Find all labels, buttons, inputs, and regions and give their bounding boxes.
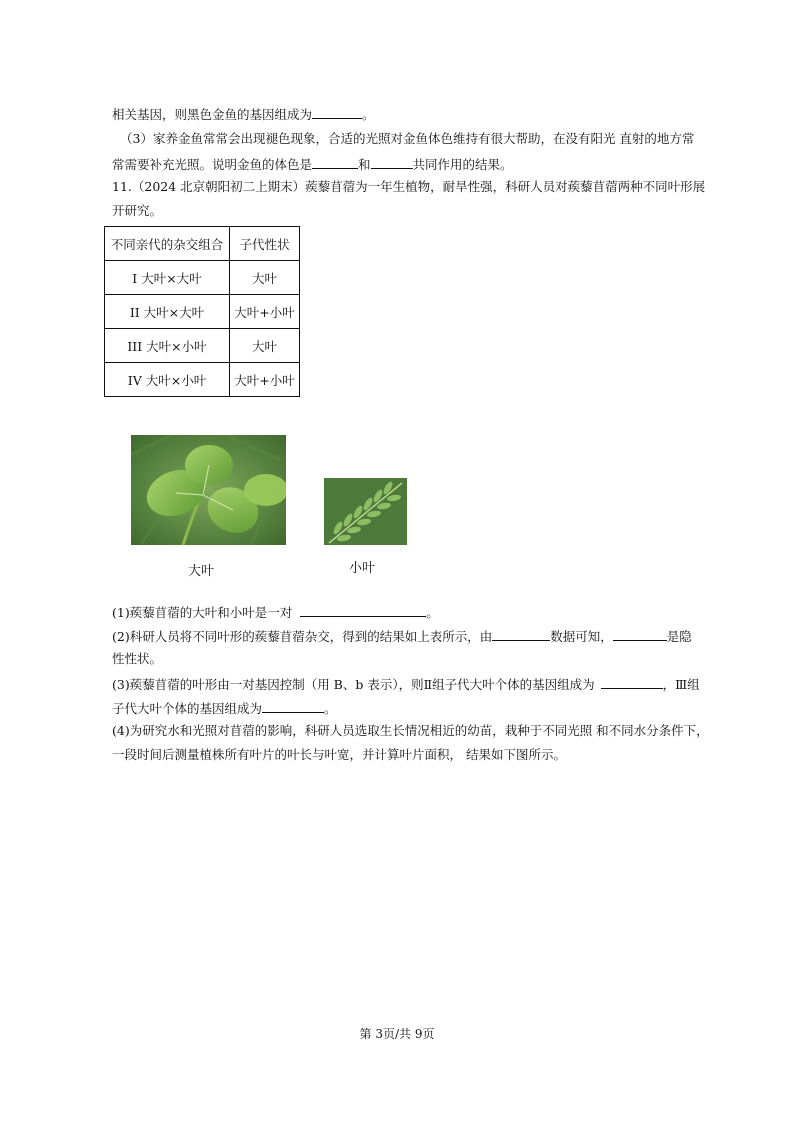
answer-blank[interactable] [601, 674, 663, 689]
table-row [105, 295, 300, 329]
text-segment: 是隐 [666, 629, 692, 644]
table-cell: I 大叶×大叶 [105, 261, 230, 295]
text-segment: 相关基因，则黑色金鱼的基因组成为 [112, 107, 313, 122]
answer-blank[interactable] [312, 154, 358, 169]
question-2 [112, 626, 692, 646]
text-segment: 共同作用的结果。 [412, 157, 513, 172]
answer-blank[interactable] [371, 154, 413, 169]
text-segment: 。 [426, 605, 439, 620]
answer-blank[interactable] [300, 602, 426, 617]
answer-blank[interactable] [312, 104, 362, 119]
text-segment: (2)科研人员将不同叶形的蒺藜苜蓿杂交，得到的结果如上表所示，由 [112, 629, 493, 644]
table-cell: 大叶+小叶 [230, 295, 300, 329]
question-3 [112, 674, 700, 694]
text-segment: 常需要补充光照。说明金鱼的体色是 [112, 157, 313, 172]
text-line: 开研究。 [112, 203, 163, 218]
text-line [112, 698, 337, 718]
pinnate-leaf-icon [324, 478, 407, 545]
text-line: 性性状。 [112, 651, 163, 666]
page-number: 第 3页/共 9页 [359, 1027, 435, 1041]
text-line [112, 104, 375, 124]
question-1 [112, 602, 439, 622]
small-leaf-photo [324, 478, 407, 545]
question-number-line: 11.（2024 北京朝阳初二上期末）蒺藜苜蓿为一年生植物，耐旱性强，科研人员对蒺藜苜蓿两种不同叶形展 [112, 179, 706, 194]
large-leaf-photo [131, 435, 286, 545]
cross-results-table [104, 226, 300, 397]
text-line: （3）家养金鱼常常会出现褪色现象，合适的光照对金鱼体色维持有很大帮助，在没有阳光 直射的地方常 [120, 131, 695, 146]
table-row [105, 329, 300, 363]
text-segment: (3)蒺藜苜蓿的叶形由一对基因控制（用 B、b 表示），则Ⅱ组子代大叶个体的基因组成为 [112, 677, 595, 692]
table-header-cell: 不同亲代的杂交组合 [105, 227, 230, 261]
text-segment: 。 [324, 701, 337, 716]
small-leaf-caption: 小叶 [349, 561, 376, 576]
text-line [112, 154, 513, 174]
text-segment: 和 [358, 157, 371, 172]
table-header-row [105, 227, 300, 261]
table-cell: IV 大叶×小叶 [105, 363, 230, 397]
answer-blank[interactable] [492, 626, 550, 641]
clover-leaf-icon [131, 435, 286, 545]
text-segment: ，Ⅲ组 [662, 677, 700, 692]
table-row [105, 363, 300, 397]
table-cell: III 大叶×小叶 [105, 329, 230, 363]
text-segment: 。 [362, 107, 375, 122]
table-cell: 大叶+小叶 [230, 363, 300, 397]
text-segment: 数据可知， [550, 629, 613, 644]
answer-blank[interactable] [613, 626, 667, 641]
table-cell: 大叶 [230, 261, 300, 295]
table-cell: II 大叶×大叶 [105, 295, 230, 329]
table-header-cell: 子代性状 [230, 227, 300, 261]
table-row [105, 261, 300, 295]
answer-blank[interactable] [262, 698, 324, 713]
text-segment: 子代大叶个体的基因组成为 [112, 701, 263, 716]
large-leaf-caption: 大叶 [188, 564, 215, 579]
question-4: (4)为研究水和光照对苜蓿的影响，科研人员选取生长情况相近的幼苗，栽种于不同光照 和不同水分条件下， [112, 723, 709, 738]
text-line: 一段时间后测量植株所有叶片的叶长与叶宽，并计算叶片面积， 结果如下图所示。 [112, 747, 566, 762]
text-segment: (1)蒺藜苜蓿的大叶和小叶是一对 [112, 605, 293, 620]
table-cell: 大叶 [230, 329, 300, 363]
